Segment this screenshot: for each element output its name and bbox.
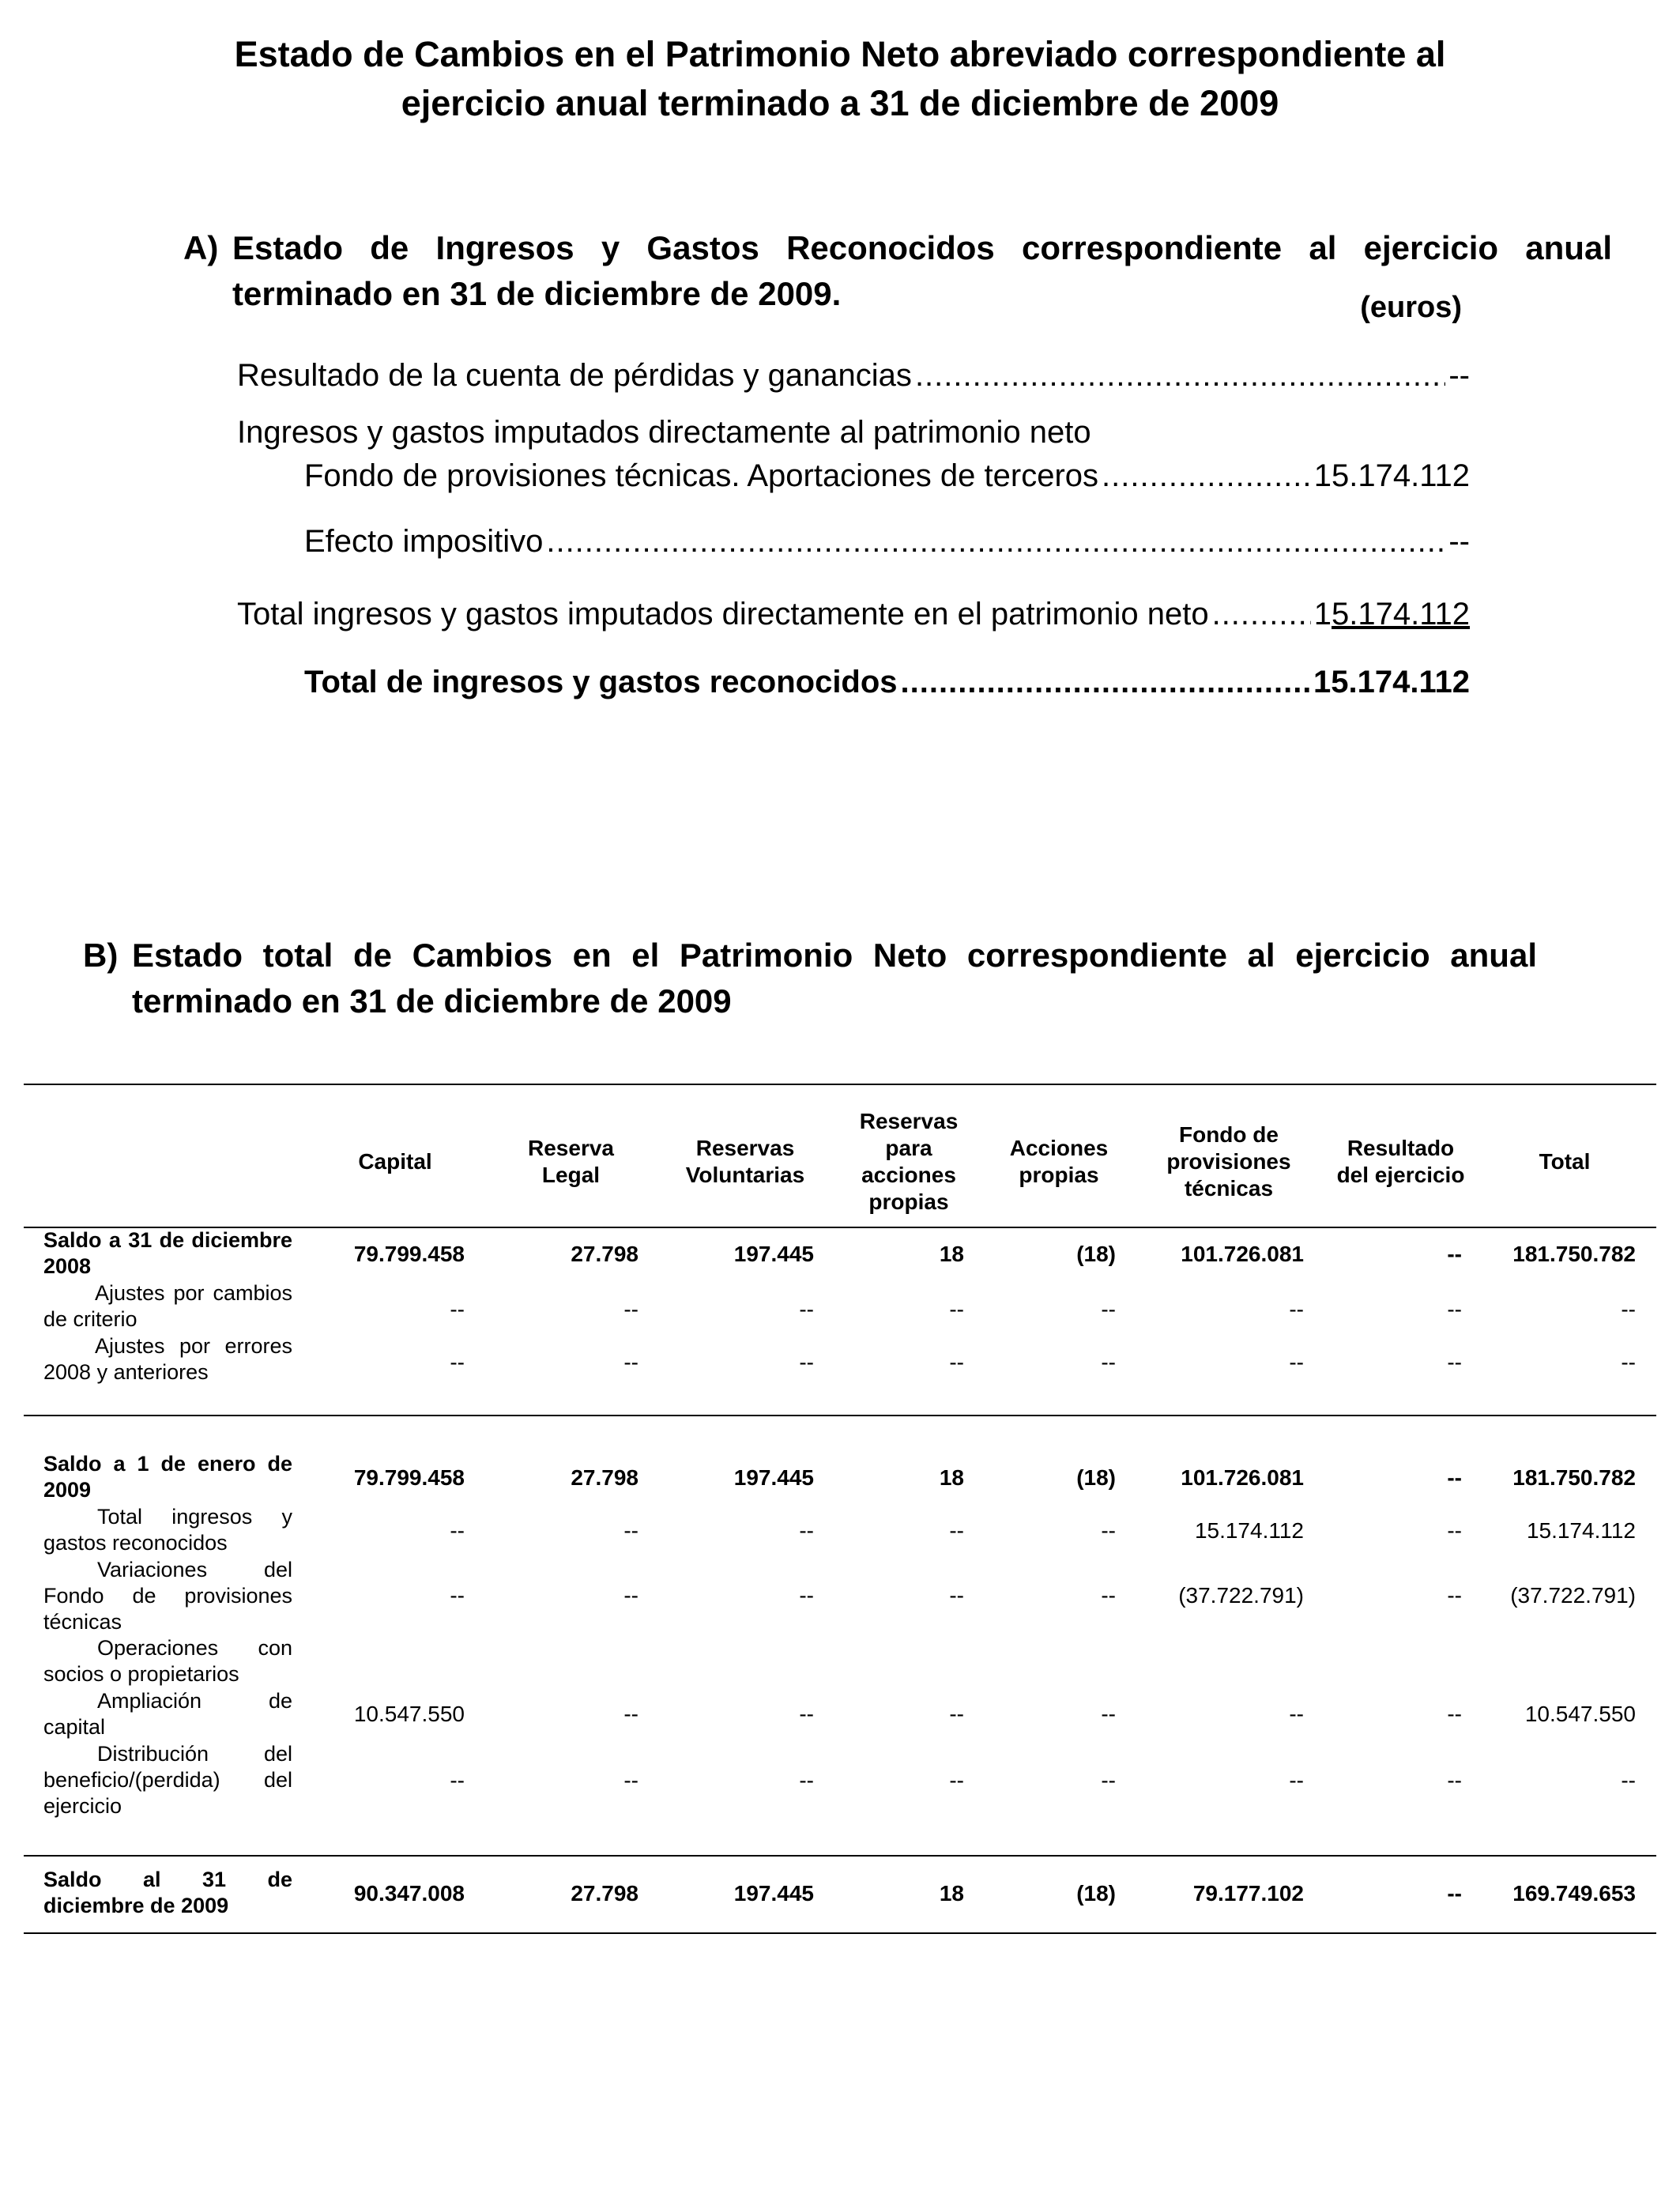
table-cell: 181.750.782 <box>1512 1242 1636 1266</box>
table-cell: -- <box>1289 1297 1304 1321</box>
title-line-1: Estado de Cambios en el Patrimonio Neto abreviado correspondiente al <box>234 34 1446 74</box>
table-cell: 197.445 <box>733 1881 814 1906</box>
line-efecto-impositivo <box>304 522 1470 561</box>
table-cell: 27.798 <box>571 1881 638 1906</box>
column-header-resultado-ejercicio: Resultado del ejercicio <box>1336 1136 1465 1187</box>
table-cell: -- <box>1621 1297 1636 1321</box>
table-cell: -- <box>1289 1702 1304 1726</box>
line-value-underlined: 5.174.112 <box>1332 597 1470 631</box>
table-cell: 79.177.102 <box>1192 1881 1304 1906</box>
leader-dots <box>1212 594 1311 634</box>
table-section-rule <box>24 1855 1656 1857</box>
table-cell: 101.726.081 <box>1181 1242 1304 1266</box>
table-cell: -- <box>1447 1881 1462 1906</box>
table-cell: -- <box>450 1768 465 1793</box>
table-cell: -- <box>450 1518 465 1543</box>
line-value: -- <box>1448 524 1470 559</box>
document-title <box>0 30 1680 128</box>
row-label: Ampliación de capital <box>43 1689 292 1739</box>
table-cell: -- <box>623 1768 638 1793</box>
line-value: 15.174.112 <box>1313 665 1470 699</box>
section-b-letter: B) <box>83 937 119 974</box>
line-value-prefix: 1 <box>1313 597 1332 631</box>
table-cell: 10.547.550 <box>353 1702 465 1726</box>
table-cell: -- <box>1447 1297 1462 1321</box>
table-cell: -- <box>1447 1583 1462 1608</box>
table-cell: -- <box>450 1297 465 1321</box>
table-cell: -- <box>1289 1350 1304 1374</box>
table-cell: 10.547.550 <box>1524 1702 1636 1726</box>
section-b-heading <box>83 933 1537 1024</box>
section-a-heading-line-1: Estado de Ingresos y Gastos Reconocidos correspondiente al ejercicio anual <box>232 229 1612 266</box>
table-top-rule <box>24 1084 1656 1085</box>
table-cell: -- <box>949 1350 964 1374</box>
column-header-reservas-acciones-propias: Reservas para acciones propias <box>859 1109 959 1214</box>
table-cell: (18) <box>1076 1242 1116 1266</box>
table-cell: 18 <box>939 1242 964 1266</box>
row-label: Saldo al 31 de diciembre de 2009 <box>43 1868 292 1917</box>
table-cell: -- <box>623 1350 638 1374</box>
row-label: Distribución del beneficio/(perdida) del ejercicio <box>43 1742 292 1818</box>
table-cell: -- <box>1621 1768 1636 1793</box>
line-value: -- <box>1448 358 1470 393</box>
table-cell: -- <box>799 1583 814 1608</box>
table-cell: -- <box>623 1297 638 1321</box>
column-header-reserva-legal: Reserva Legal <box>528 1136 614 1187</box>
table-cell: -- <box>949 1297 964 1321</box>
table-cell: 197.445 <box>733 1465 814 1490</box>
table-cell: -- <box>949 1518 964 1543</box>
line-total-imputados <box>237 594 1470 634</box>
table-cell: -- <box>1447 1702 1462 1726</box>
table-cell: -- <box>450 1350 465 1374</box>
line-label: Resultado de la cuenta de pérdidas y ganancias <box>237 358 912 393</box>
leader-dots <box>1102 456 1311 496</box>
table-cell: -- <box>949 1702 964 1726</box>
table-cell: -- <box>1447 1242 1462 1266</box>
row-label: Variaciones del Fondo de provisiones técnicas <box>43 1558 292 1634</box>
table-cell: (37.722.791) <box>1510 1583 1636 1608</box>
line-label: Fondo de provisiones técnicas. Aportaciones de terceros <box>304 458 1099 493</box>
section-b-heading-line-2: terminado en 31 de diciembre de 2009 <box>132 982 732 1020</box>
table-cell: 79.799.458 <box>353 1242 465 1266</box>
table-cell: -- <box>949 1583 964 1608</box>
table-cell: -- <box>799 1768 814 1793</box>
table-cell: 18 <box>939 1465 964 1490</box>
table-cell: -- <box>799 1297 814 1321</box>
table-cell: 79.799.458 <box>353 1465 465 1490</box>
table-section-rule <box>24 1415 1656 1416</box>
line-label: Ingresos y gastos imputados directamente al patrimonio neto <box>237 415 1091 450</box>
title-line-2: ejercicio anual terminado a 31 de diciembre de 2009 <box>401 83 1279 123</box>
leader-dots <box>915 356 1445 395</box>
table-cell: -- <box>1447 1350 1462 1374</box>
row-label: Ajustes por cambios de criterio <box>43 1281 292 1331</box>
row-label: Saldo a 1 de enero de 2009 <box>43 1452 292 1502</box>
table-cell: -- <box>799 1518 814 1543</box>
table-cell: -- <box>623 1583 638 1608</box>
table-cell: -- <box>1101 1702 1116 1726</box>
unit-label: (euros) <box>1360 291 1462 324</box>
section-b-heading-line-1: Estado total de Cambios en el Patrimonio Neto correspondiente al ejercicio anual <box>132 937 1537 974</box>
row-label: Total ingresos y gastos reconocidos <box>43 1505 292 1555</box>
table-cell: 169.749.653 <box>1512 1881 1636 1906</box>
table-cell: -- <box>1101 1518 1116 1543</box>
table-cell: (37.722.791) <box>1178 1583 1304 1608</box>
row-label: Ajustes por errores 2008 y anteriores <box>43 1334 292 1384</box>
table-cell: -- <box>1447 1768 1462 1793</box>
leader-dots <box>546 522 1445 561</box>
table-bottom-rule <box>24 1932 1656 1934</box>
table-cell: -- <box>1101 1350 1116 1374</box>
table-cell: -- <box>623 1518 638 1543</box>
table-cell: 27.798 <box>571 1465 638 1490</box>
table-cell: -- <box>1101 1297 1116 1321</box>
line-label: Total de ingresos y gastos reconocidos <box>304 665 898 699</box>
row-label: Operaciones con socios o propietarios <box>43 1636 292 1686</box>
column-header-fondo-provisiones: Fondo de provisiones técnicas <box>1166 1122 1291 1201</box>
line-total-reconocidos <box>304 662 1470 702</box>
table-cell: 18 <box>939 1881 964 1906</box>
table-cell: -- <box>1621 1350 1636 1374</box>
column-header-acciones-propias: Acciones propias <box>1009 1136 1109 1187</box>
table-cell: 15.174.112 <box>1194 1518 1304 1543</box>
table-cell: -- <box>1101 1768 1116 1793</box>
section-a-heading-line-2: terminado en 31 de diciembre de 2009. <box>232 275 842 312</box>
line-label: Efecto impositivo <box>304 524 544 559</box>
table-cell: -- <box>450 1583 465 1608</box>
table-cell: 197.445 <box>733 1242 814 1266</box>
line-label: Total ingresos y gastos imputados directamente en el patrimonio neto <box>237 597 1209 631</box>
table-cell: -- <box>1101 1583 1116 1608</box>
table-cell: 15.174.112 <box>1526 1518 1636 1543</box>
table-cell: -- <box>623 1702 638 1726</box>
table-cell: 90.347.008 <box>353 1881 465 1906</box>
table-cell: 27.798 <box>571 1242 638 1266</box>
leader-dots <box>901 662 1310 702</box>
line-resultado <box>237 356 1470 395</box>
table-cell: -- <box>1289 1768 1304 1793</box>
line-ingresos-gastos-imputados <box>237 413 1470 452</box>
line-fondo-provisiones <box>304 456 1470 496</box>
table-cell: 101.726.081 <box>1181 1465 1304 1490</box>
section-a-letter: A) <box>183 229 219 266</box>
line-value: 15.174.112 <box>1313 458 1470 493</box>
line-value <box>1314 594 1470 634</box>
table-cell: 181.750.782 <box>1512 1465 1636 1490</box>
table-cell: -- <box>949 1768 964 1793</box>
table-cell: (18) <box>1076 1881 1116 1906</box>
column-header-total: Total <box>1539 1149 1591 1174</box>
table-cell: -- <box>1447 1465 1462 1490</box>
table-cell: -- <box>799 1350 814 1374</box>
column-header-reservas-voluntarias: Reservas Voluntarias <box>685 1136 805 1187</box>
row-label: Saldo a 31 de diciembre 2008 <box>43 1228 292 1278</box>
table-cell: (18) <box>1076 1465 1116 1490</box>
table-cell: -- <box>1447 1518 1462 1543</box>
table-cell: -- <box>799 1702 814 1726</box>
column-header-capital: Capital <box>358 1149 432 1174</box>
